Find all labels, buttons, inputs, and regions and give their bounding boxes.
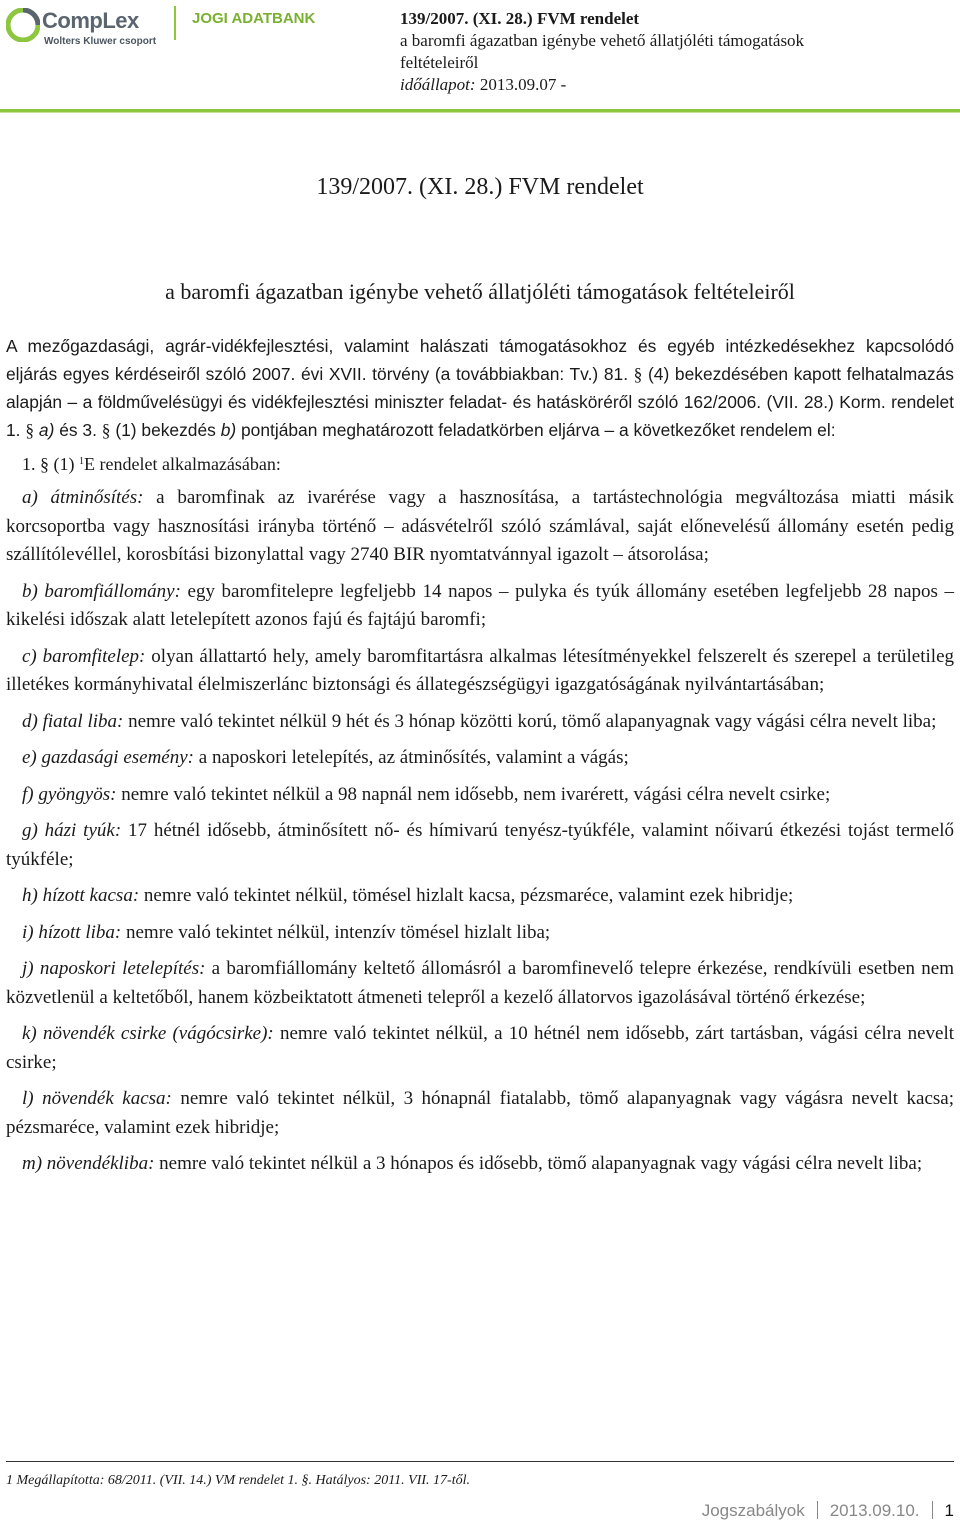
definition-item — [6, 882, 954, 911]
section-sign: § — [633, 364, 643, 384]
header-title: 139/2007. (XI. 28.) FVM rendelet — [400, 9, 640, 28]
complex-logo — [6, 6, 176, 52]
definition-term: l) növendék kacsa: — [22, 1088, 172, 1109]
definition-term: d) fiatal liba: — [22, 710, 124, 732]
definition-item — [6, 1150, 954, 1179]
definition-item — [6, 708, 954, 737]
preamble — [6, 332, 954, 444]
header-subtitle-line1: a baromfi ágazatban igénybe vehető állatjóléti támogatások — [400, 31, 805, 50]
definition-text: a naposkori letelepítés, az átminősítés, valamint a vágás; — [198, 747, 629, 768]
preamble-point-b: b) — [220, 420, 237, 440]
preamble-part4: (1) bekezdés — [115, 420, 216, 440]
header-status — [400, 74, 955, 96]
definition-text: a baromfiállomány keltető állomásról a baromfinevelő telepre érkezése, rendkívüli esetben nem közvetlenül a keltetőből, hanem közbeiktatott átmeneti telepről a kezelő állatorvos igazolásával történő érkezése; — [6, 958, 954, 1008]
definition-term: c) baromfitelep: — [22, 645, 146, 667]
definition-text: olyan állattartó hely, amely baromfitartásra alkalmas létesítményekkel felszerelt és szerepel a területileg illetékes kormányhivatal élelmiszerlánc biztonsági és állategészségügyi igazgatóságának nyilvántartásában; — [6, 645, 955, 695]
footnote: 1 Megállapította: 68/2011. (VII. 14.) VM rendelet 1. §. Hatályos: 2011. VII. 17-től. — [6, 1473, 470, 1488]
document-body — [6, 332, 954, 1187]
jogi-adatbank-logo — [186, 6, 386, 36]
document-title: 139/2007. (XI. 28.) FVM rendelet — [316, 174, 644, 200]
definition-term: j) naposkori letelepítés: — [22, 958, 206, 979]
definition-text: nemre való tekintet nélkül, tömésel hizlalt kacsa, pézsmaréce, valamint ezek hibridje; — [143, 885, 794, 906]
definition-term: a) átminősítés: — [22, 487, 144, 508]
footnote-rule — [6, 1461, 954, 1462]
definition-text: egy baromfitelepre legfeljebb 14 napos – pulyka és tyúk állomány esetében legfeljebb 28 napos – kikelési időszak alatt letelepített azonos fajú és fajtájú baromfi; — [6, 580, 954, 630]
definition-text: a baromfinak az ivarérése vagy a hasznosítása, a tartástechnológia megváltozása miatti másik korcsoportba vagy hasznosítási irányba történő – adásvételről szóló számlával, saját előnevelésű állomány esetén pedig szállítólevéllel, korosbítási bizonylattal vagy 2740 BIR nyomtatvánnyal igazolt – átsorolása; — [6, 487, 954, 565]
definition-item — [6, 744, 954, 773]
definition-term: k) növendék csirke (vágócsirke): — [22, 1023, 274, 1044]
definition-text: nemre való tekintet nélkül, 3 hónapnál fiatalabb, tömő alapanyagnak vagy vágásra nevelt kacsa; pézsmaréce, valamint ezek hibridje; — [6, 1088, 954, 1138]
section-1-heading — [22, 450, 954, 478]
footnote-reference[interactable]: 1 — [79, 456, 84, 467]
definition-text: 17 hétnél idősebb, átminősített nő- és hímivarú tenyész-tyúkféle, valamint nőivarú étkezési tojást termelő tyúkféle; — [6, 820, 954, 870]
definition-item — [6, 955, 954, 1012]
header-document-info — [400, 8, 955, 96]
preamble-part3: és 3. — [59, 420, 97, 440]
logo-divider — [174, 6, 176, 40]
definition-term: h) hízott kacsa: — [22, 885, 140, 906]
header-subtitle-line2: feltételeiről — [400, 53, 479, 72]
definition-item — [6, 484, 954, 570]
paragraph-number: (1) — [53, 454, 75, 474]
definition-item — [6, 919, 954, 948]
definition-term: i) hízott liba: — [22, 921, 122, 943]
footer-divider — [817, 1501, 818, 1519]
section-1-text: E rendelet alkalmazásában: — [84, 454, 281, 474]
status-value: 2013.09.07 - — [479, 75, 567, 94]
definition-item — [6, 578, 954, 635]
page-number: 1 — [944, 1501, 954, 1520]
definition-item — [6, 1020, 954, 1077]
definition-text: nemre való tekintet nélkül, a 10 hétnél nem idősebb, zárt tartásban, vágási célra nevelt csirke; — [6, 1023, 955, 1073]
footer-date: 2013.09.10. — [829, 1501, 920, 1520]
header-rule-thin — [0, 112, 960, 113]
section-sign: § — [101, 420, 111, 440]
definition-text: nemre való tekintet nélkül a 3 hónapos és idősebb, tömő alapanyagnak vagy vágási célra nevelt liba; — [159, 1153, 923, 1174]
preamble-part2: (4) bekezdésében kapott felhatalmazás alapján – a földművelésügyi és vidékfejlesztési miniszter feladat- és hatásköréről szóló 162/2006. (VII. 28.) Korm. rendelet 1. — [6, 364, 954, 440]
complex-logo-subtitle: Wolters Kluwer csoport — [44, 36, 157, 47]
preamble-part5: pontjában meghatározott feladatkörben eljárva – a következőket rendelem el: — [241, 420, 836, 440]
page-header — [0, 0, 960, 112]
definition-term: m) növendékliba: — [22, 1153, 155, 1174]
definition-item — [6, 643, 954, 700]
definition-term: b) baromfiállomány: — [22, 580, 181, 602]
definitions-list — [6, 484, 954, 1179]
page-footer — [702, 1500, 954, 1522]
footer-divider — [932, 1501, 933, 1519]
preamble-point-a: a) — [38, 420, 55, 440]
section-number: 1. — [22, 454, 36, 474]
definition-term: g) házi tyúk: — [22, 820, 122, 841]
section-sign: § — [25, 420, 35, 440]
status-label: időállapot: — [400, 75, 476, 94]
section-sign: § — [40, 454, 49, 474]
preamble-part1: A mezőgazdasági, agrár-vidékfejlesztési, valamint halászati támogatásokhoz és egyéb intézkedésekhez kapcsolódó eljárás egyes kérdéseiről szóló 2007. évi XVII. törvény (a továbbiakban: Tv.) 81. — [6, 336, 954, 384]
complex-logo-name: CompLex — [42, 8, 139, 33]
definition-text: nemre való tekintet nélkül a 98 napnál nem idősebb, nem ivarérett, vágási célra nevelt csirke; — [121, 783, 831, 805]
definition-item — [6, 817, 954, 874]
definition-item — [6, 1085, 954, 1142]
complex-logo-icon — [6, 8, 40, 42]
jogi-adatbank-logo-name: JOGI ADATBANK — [192, 10, 316, 27]
definition-term: f) gyöngyös: — [22, 783, 117, 805]
footer-source: Jogszabályok — [701, 1501, 805, 1520]
definition-item — [6, 781, 954, 810]
definition-text: nemre való tekintet nélkül 9 hét és 3 hónap közötti korú, tömő alapanyagnak vagy vágási célra nevelt liba; — [128, 710, 937, 732]
definition-text: nemre való tekintet nélkül, intenzív tömésel hizlalt liba; — [125, 921, 551, 943]
definition-term: e) gazdasági esemény: — [22, 747, 195, 768]
document-subtitle: a baromfi ágazatban igénybe vehető állatjóléti támogatások feltételeiről — [165, 279, 795, 304]
